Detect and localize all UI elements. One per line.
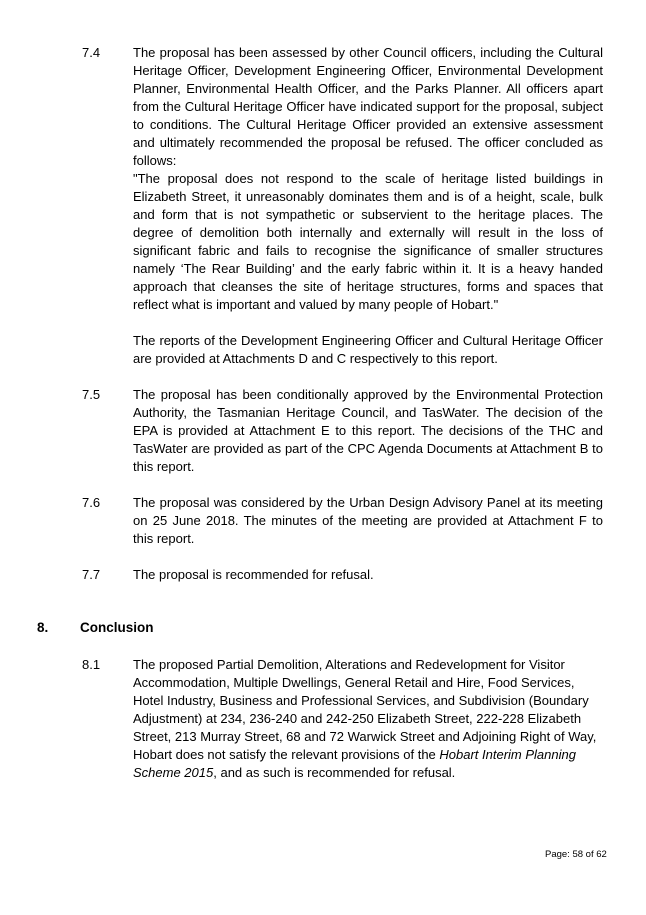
- paragraph-text: The proposal was considered by the Urban Design Advisory Panel at its meeting on 25 June 2018. The minutes of the meeting are provided at Attachment F to this report.: [133, 495, 603, 546]
- section-8-1-paragraph: [133, 656, 603, 782]
- paragraph-text: [133, 656, 603, 782]
- section-7-4-paragraph: [133, 44, 603, 170]
- paragraph-text: The proposal has been assessed by other Council officers, including the Cultural Heritage Officer, Development Engineering Officer, Environmental Development Planner, Environmental Health Officer, and the Parks Planner. All officers apart from the Cultural Heritage Officer have indicated support for the proposal, subject to conditions. The Cultural Heritage Officer provided an extensive assessment and ultimately recommended the proposal be refused. The officer concluded as follows:: [133, 45, 603, 168]
- section-number: 7.5: [82, 387, 101, 402]
- section-number: 7.6: [82, 495, 101, 510]
- paragraph-text: The proposal is recommended for refusal.: [133, 567, 374, 582]
- section-number: 8.1: [82, 657, 101, 672]
- heading-number: 8.: [37, 620, 49, 635]
- section-7-7-paragraph: [133, 566, 603, 584]
- page-number-footer: Page: 58 of 62: [545, 849, 607, 860]
- paragraph-text: The reports of the Development Engineering Officer and Cultural Heritage Officer are provided at Attachments D and C respectively to this report.: [133, 333, 603, 366]
- planning-scheme-title: Hobart Interim Planning Scheme 2015: [133, 747, 576, 780]
- heritage-officer-quote: [133, 170, 603, 314]
- quote-text: "The proposal does not respond to the scale of heritage listed buildings in Elizabeth Street, it unreasonably dominates them and is of a height, scale, bulk and form that is not sympathetic or subservient to the heritage places. The degree of demolition both internally and externally will result in the loss of significant fabric and fails to recognise the significance of smaller structures namely ‘The Rear Building’ and the early fabric within it. It is a heavy handed approach that cleanses the site of heritage structures, forms and spaces that reflect what is important and valued by many people of Hobart.": [133, 171, 603, 312]
- conclusion-text: The proposed Partial Demolition, Alterations and Redevelopment for Visitor Accommodation, Multiple Dwellings, General Retail and Hire, Food Services, Hotel Industry, Business and Professional Services, and Subdivision (Boundary Adjustment) at 234, 236-240 and 242-250 Elizabeth Street, 222-228 Elizabeth Street, 213 Murray Street, 68 and 72 Warwick Street and Adjoining Right of Way, Hobart does not satisfy the relevant provisions of the: [133, 657, 597, 762]
- heading-title: Conclusion: [80, 620, 154, 635]
- section-7-4-attachments: [133, 332, 603, 368]
- paragraph-text: The proposal has been conditionally approved by the Environmental Protection Authority, the Tasmanian Heritage Council, and TasWater. The decision of the EPA is provided at Attachment E to this report. The decisions of the THC and TasWater are provided as part of the CPC Agenda Documents at Attachment B to this report.: [133, 387, 603, 474]
- section-number: 7.4: [82, 45, 101, 60]
- section-number: 7.7: [82, 567, 101, 582]
- section-7-5-paragraph: [133, 386, 603, 476]
- conclusion-text-end: , and as such is recommended for refusal.: [213, 765, 456, 780]
- section-7-6-paragraph: [133, 494, 603, 548]
